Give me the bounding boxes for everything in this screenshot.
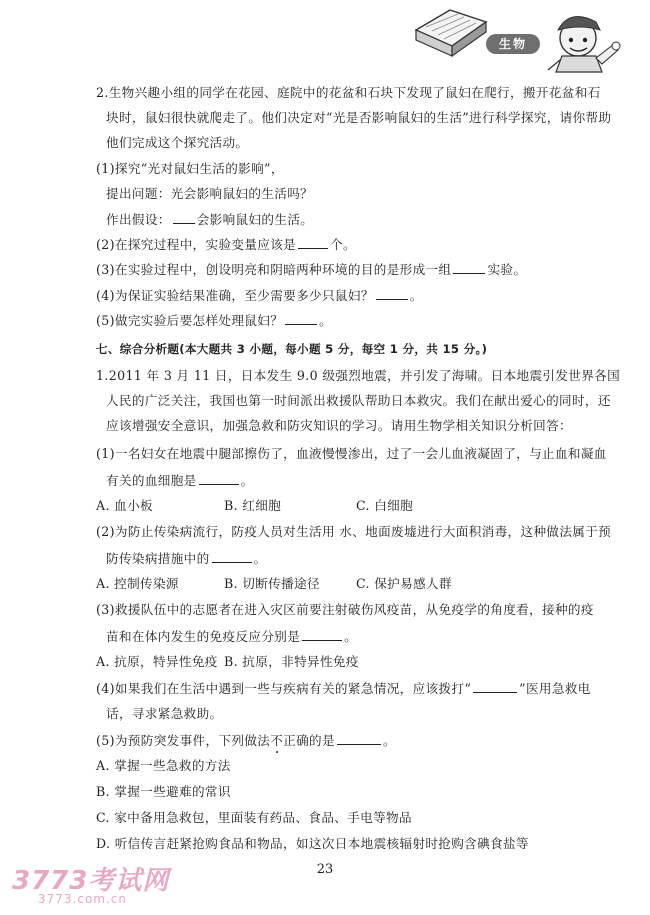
cartoon-boy-icon (548, 17, 620, 72)
q5-suffix: 。 (382, 733, 396, 748)
header-decoration (410, 0, 650, 78)
q1-options (96, 498, 413, 514)
q2-blank[interactable] (212, 550, 252, 563)
q2-line-1: (2)为防止传染病流行，防疫人员对生活用 水、地面废墟进行大面积消毒，这种做法属于预 (96, 524, 612, 539)
q1-blank[interactable] (199, 472, 239, 485)
s7-intro-line-3: 应该增强安全意识，加强急救和防灾知识的学习。请用生物学相关知识分析回答： (106, 418, 572, 433)
q5-prefix: (5)为预防突发事件，下列做法 (96, 733, 271, 748)
q2-sub5 (96, 312, 332, 329)
q2-sub3 (96, 261, 526, 278)
sub4-suffix: 。 (409, 288, 423, 303)
q4-blank[interactable] (473, 680, 517, 693)
q3-options (96, 654, 359, 670)
q2-sub2 (96, 236, 356, 253)
q3-line-2 (106, 628, 357, 645)
watermark-sub: 3773.com.cn (38, 892, 127, 906)
section-7-heading: 七、综合分析题(本大题共 3 小题，每小题 5 分，每空 1 分，共 15 分。) (96, 342, 488, 356)
s7-intro-line-2: 人民的广泛关注，我国也第一时间派出救援队帮助日本救灾。我们在献出爱心的同时，还 (106, 393, 611, 408)
q2-stem-line-2: 块时，鼠妇很快就爬走了。他们决定对“光是否影响鼠妇的生活”进行科学探究，请你帮助 (106, 110, 612, 125)
sub4-blank[interactable] (376, 287, 408, 300)
q1-line-2 (106, 472, 254, 489)
q5-middle: 正确的是 (283, 733, 335, 748)
q2-option-b[interactable]: B. 切断传播途径 (224, 576, 320, 591)
sub5-blank[interactable] (285, 312, 317, 325)
q1-line-2-suffix: 。 (240, 473, 254, 488)
q4-line-2: 话，寻求紧急救助。 (106, 706, 223, 721)
q3-option-b[interactable]: B. 抗原，非特异性免疫 (224, 654, 359, 669)
watermark-main: 3773考试网 (12, 866, 170, 896)
q2-line-2-prefix: 防传染病措施中的 (106, 551, 210, 566)
q2-option-c[interactable]: C. 保护易感人群 (356, 576, 452, 591)
q3-option-a[interactable]: A. 抗原，特异性免疫 (96, 654, 218, 669)
q5-option-c[interactable]: C. 家中备用急救包，里面装有药品、食品、手电等物品 (96, 810, 412, 825)
q2-stem-line-3: 他们完成这个探究活动。 (106, 135, 249, 150)
q2-option-a[interactable]: A. 控制传染源 (96, 576, 179, 591)
q5-blank[interactable] (337, 732, 381, 745)
q2-problem: 提出问题：光会影响鼠妇的生活吗？ (106, 186, 314, 201)
sub2-suffix: 个。 (330, 237, 356, 252)
q3-blank[interactable] (302, 628, 342, 641)
q2-line-2-suffix: 。 (253, 551, 267, 566)
q5-option-a[interactable]: A. 掌握一些急救的方法 (96, 758, 231, 773)
q1-option-b[interactable]: B. 红细胞 (224, 498, 282, 513)
q5-line (96, 732, 396, 749)
q1-line-1: (1)一名妇女在地震中腿部擦伤了，血液慢慢渗出，过了一会儿血液凝固了，与止血和凝血 (96, 446, 607, 461)
q4-line-1-suffix: ”医用急救电 (519, 681, 591, 696)
q5-emphasis: 不 (270, 733, 284, 748)
page-number: 23 (316, 862, 334, 877)
subject-tab: 生物 (486, 34, 540, 54)
sub2-prefix: (2)在探究过程中，实验变量应该是 (96, 237, 297, 252)
sub5-prefix: (5)做完实验后要怎样处理鼠妇？ (96, 313, 284, 328)
q5-option-b[interactable]: B. 掌握一些避难的常识 (96, 784, 231, 799)
q4-line-1 (96, 680, 591, 697)
q1-option-c[interactable]: C. 白细胞 (356, 498, 414, 513)
q2-stem-line-1: 2.生物兴趣小组的同学在花园、庭院中的花盆和石块下发现了鼠妇在爬行，搬开花盆和石 (96, 85, 601, 100)
q1-option-a[interactable]: A. 血小板 (96, 498, 153, 513)
q3-line-1: (3)救援队伍中的志愿者在进入灾区前要注射破伤风疫苗，从免疫学的角度看，接种的疫 (96, 602, 594, 617)
q1-line-2-prefix: 有关的血细胞是 (106, 473, 197, 488)
sub5-suffix: 。 (319, 313, 333, 328)
q2-sub4 (96, 287, 423, 304)
s7-intro-line-1: 1.2011 年 3 月 11 日，日本发生 9.0 级强烈地震，并引发了海啸。日本地震引发世界各国 (96, 368, 621, 383)
q4-line-1-prefix: (4)如果我们在生活中遇到一些与疾病有关的紧急情况，应该拨打“ (96, 681, 472, 696)
site-watermark (12, 860, 202, 910)
q2-sub1: (1)探究“光对鼠妇生活的影响”， (96, 161, 284, 176)
q3-line-2-prefix: 苗和在体内发生的免疫反应分别是 (106, 629, 301, 644)
book-icon (416, 10, 486, 56)
q3-line-2-suffix: 。 (344, 629, 358, 644)
q5-option-d[interactable]: D. 听信传言赶紧抢购食品和物品，如这次日本地震核辐射时抢购含碘食盐等 (96, 836, 529, 851)
sub2-blank[interactable] (298, 236, 328, 249)
sub3-suffix: 实验。 (487, 262, 527, 277)
sub3-blank[interactable] (453, 261, 485, 274)
hypothesis-blank[interactable] (173, 211, 195, 224)
q2-line-2 (106, 550, 267, 567)
sub3-prefix: (3)在实验过程中，创设明亮和阴暗两种环境的目的是形成一组 (96, 262, 452, 277)
q2-options (96, 576, 452, 592)
hypothesis-suffix: 会影响鼠妇的生活。 (196, 212, 314, 227)
hypothesis-prefix: 作出假设： (106, 212, 171, 227)
q2-hypothesis (106, 211, 313, 228)
sub4-prefix: (4)为保证实验结果准确，至少需要多少只鼠妇？ (96, 288, 374, 303)
